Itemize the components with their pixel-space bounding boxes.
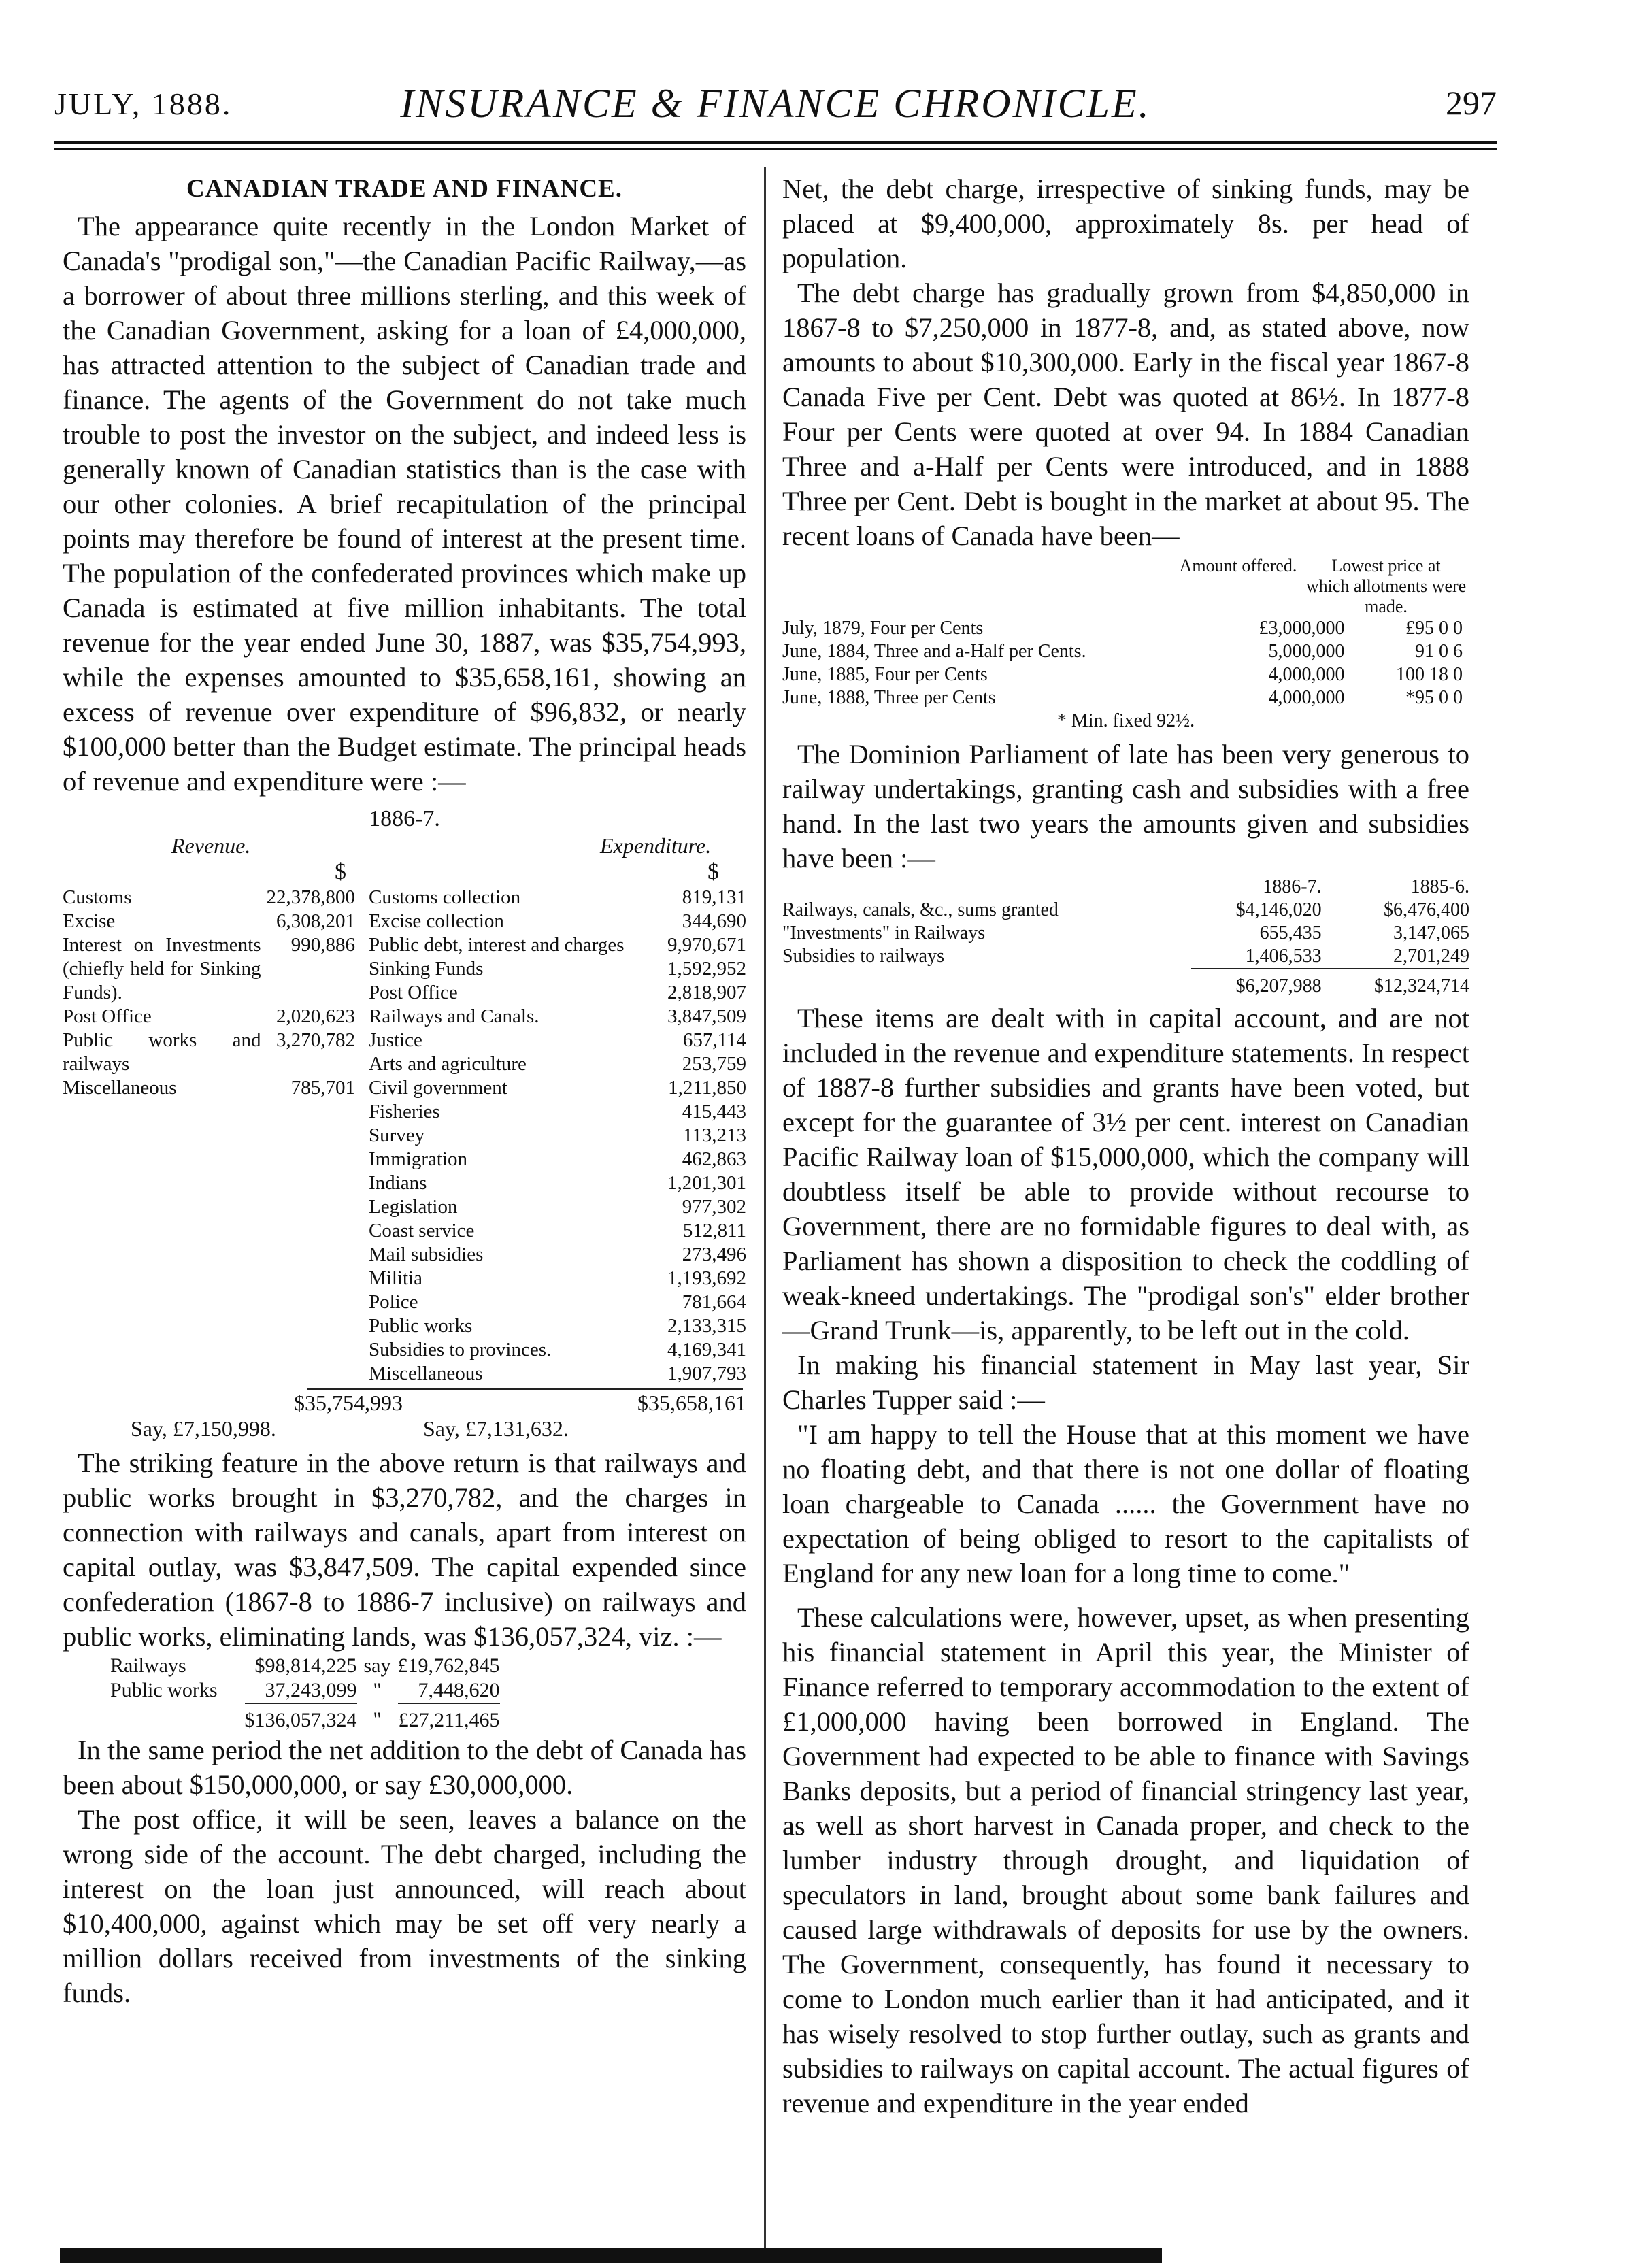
tupper-quote: "I am happy to tell the House that at this moment we have no floating debt, and that there is not one dollar of floating loan chargeable to Canada ...... the Government have no expectation of being obliged to resort to the capitalists of England for any new loan for a long time to come." [782, 1419, 1469, 1588]
subsidies-table [782, 875, 1469, 998]
intro-paragraph: The appearance quite recently in the London Market of Canada's "prodigal son,"—the Canadian Pacific Railway,—as a borrower of about three millions sterling, and this week of the Canadian Government, asking for a loan of £4,000,000, has attracted attention to the subject of Canadian trade and finance. The agents of the Government do not take much trouble to post the investor on the subject, and indeed less is generally known of Canadian statistics than is the case with our other colonies. A brief recapitulation of the principal points may therefore be found of interest at the present time. The population of the confederated provinces which make up Canada is estimated at five million inhabitants. The total revenue for the year ended June 30, 1887, was $35,754,993, while the expenses amounted to $35,658,161, showing an excess of revenue over expenditure of $96,832, or nearly $100,000 better than the Budget estimate. The principal heads of revenue and expenditure were :— [63, 211, 746, 797]
expenditure-row [369, 1076, 746, 1100]
expenditure-total: $35,658,161 [637, 1390, 746, 1415]
expenditure-label: Survey [369, 1124, 425, 1146]
expenditure-dollar: $ [707, 859, 719, 884]
page-header [54, 80, 1497, 135]
expenditure-value: 3,847,509 [667, 1005, 746, 1027]
revenue-label: Interest on Investments (chiefly held for Sinking Funds). [63, 934, 261, 1003]
dominion-paragraph: The Dominion Parliament of late has been very generous to railway undertakings, granting cash and subsidies with a free hand. In the last two years the amounts given and subsidies have been :— [782, 739, 1469, 873]
subsidies-label: "Investments" in Railways [782, 922, 986, 944]
expenditure-row [369, 886, 746, 910]
left-column [63, 171, 746, 2010]
expenditure-row [369, 1195, 746, 1219]
revenue-row [63, 1005, 355, 1029]
expenditure-value: 273,496 [682, 1244, 746, 1265]
revenue-value: 2,020,623 [276, 1005, 355, 1027]
expenditure-value: 657,114 [682, 1029, 746, 1051]
column-divider [764, 167, 766, 2255]
revenue-value: 785,701 [290, 1077, 355, 1099]
loans-table [782, 556, 1469, 733]
expenditure-label: Arts and agriculture [369, 1053, 527, 1075]
expenditure-value: 781,664 [682, 1291, 746, 1313]
capital-pounds: 7,448,620 [418, 1679, 500, 1701]
subsidies-1886: 655,435 [1259, 922, 1322, 944]
revenue-heading: Revenue. [171, 833, 251, 858]
expenditure-row [369, 1124, 746, 1148]
subsidies-row [782, 922, 1469, 945]
subsidies-1885: 2,701,249 [1393, 946, 1469, 967]
revenue-row [63, 933, 355, 1005]
expenditure-value: 1,193,692 [667, 1267, 746, 1289]
expenditure-row [369, 1100, 746, 1124]
expenditure-label: Public debt, interest and charges [369, 934, 625, 956]
expenditure-value: 1,211,850 [668, 1077, 746, 1099]
revenue-list [63, 886, 355, 1100]
subsidies-label: Railways, canals, &c., sums granted [782, 899, 1059, 920]
capital-pounds: £19,762,845 [397, 1654, 500, 1677]
expenditure-label: Excise collection [369, 910, 504, 932]
page-number: 297 [1446, 84, 1497, 122]
expenditure-label: Legislation [369, 1196, 458, 1218]
capital-dollars: 37,243,099 [265, 1679, 357, 1701]
loan-label: June, 1885, Four per Cents [782, 664, 988, 685]
subsidies-total-1886: $6,207,988 [1191, 969, 1328, 998]
capital-total-pounds: £27,211,465 [398, 1703, 500, 1733]
revenue-label: Excise [63, 910, 116, 932]
subsidies-label: Subsidies to railways [782, 946, 944, 967]
revenue-dollar: $ [335, 859, 346, 884]
debt-grown-paragraph: The debt charge has gradually grown from $4,850,000 in 1867-8 to $7,250,000 in 1877-8, and, as stated above, now amounts to about $10,300,000. Early in the fiscal year 1867-8 Canada Five per Cent. Debt was quoted at 86½. In 1877-8 Four per Cents were quoted at over 94. In 1884 Canadian Three and a-Half per Cents were introduced, and in 1888 Three per Cent. Debt is bought in the market at about 95. The recent loans of Canada have been— [782, 278, 1469, 551]
expenditure-label: Immigration [369, 1148, 467, 1170]
loan-row [782, 663, 1469, 686]
expenditure-row [369, 1290, 746, 1314]
revenue-value: 990,886 [290, 934, 355, 956]
revenue-total: $35,754,993 [294, 1390, 403, 1415]
expenditure-value: 1,201,301 [667, 1172, 746, 1194]
expenditure-value: 1,592,952 [667, 958, 746, 980]
revenue-say: Say, £7,150,998. [131, 1416, 276, 1441]
capital-row [110, 1678, 500, 1703]
expenditure-row [369, 933, 746, 957]
capital-total-dollars: $136,057,324 [245, 1703, 357, 1733]
expenditure-value: 977,302 [682, 1196, 746, 1218]
loan-amount: 4,000,000 [1268, 664, 1345, 685]
expenditure-row [369, 1338, 746, 1362]
revenue-label: Miscellaneous [63, 1077, 177, 1099]
subsidies-row [782, 945, 1469, 969]
subsidies-1885: $6,476,400 [1384, 899, 1469, 920]
expenditure-row [369, 1267, 746, 1290]
expenditure-value: 253,759 [682, 1053, 746, 1075]
subsidies-head-1886: 1886-7. [1263, 876, 1322, 897]
revenue-value: 6,308,201 [276, 910, 355, 932]
loans-note: * Min. fixed 92½. [1056, 710, 1195, 731]
expenditure-label: Post Office [369, 982, 458, 1003]
capital-say: say [363, 1654, 391, 1677]
revenue-expenditure-table [63, 805, 746, 1441]
capital-table [110, 1654, 500, 1733]
expenditure-value: 415,443 [682, 1101, 746, 1122]
subsidies-head-1885: 1885-6. [1410, 876, 1469, 897]
expenditure-label: Indians [369, 1172, 427, 1194]
striking-feature-paragraph: The striking feature in the above return is that railways and public works brought in $3,270,782, and the charges in connection with railways and canals, apart from interest on capital outlay, was $3,847,509. The capital expended since confederation (1867-8 to 1886-7 inclusive) on railways and public works, eliminating lands, was $136,057,324, viz. :— [63, 1448, 746, 1652]
expenditure-row [369, 957, 746, 981]
expenditure-value: 462,863 [682, 1148, 746, 1170]
expenditure-row [369, 1052, 746, 1076]
article-heading: CANADIAN TRADE AND FINANCE. [186, 175, 622, 203]
expenditure-label: Railways and Canals. [369, 1005, 539, 1027]
expenditure-row [369, 1243, 746, 1267]
expenditure-label: Police [369, 1291, 418, 1313]
revenue-label: Customs [63, 886, 132, 908]
expenditure-label: Mail subsidies [369, 1244, 484, 1265]
expenditure-value: 1,907,793 [667, 1363, 746, 1384]
expenditure-label: Militia [369, 1267, 422, 1289]
publication-title: INSURANCE & FINANCE CHRONICLE. [400, 81, 1151, 126]
revenue-row [63, 1076, 355, 1100]
capital-say: " [373, 1679, 382, 1701]
capital-dollars: $98,814,225 [254, 1654, 357, 1677]
scan-edge-bar [60, 2248, 1162, 2263]
issue-date: JULY, 1888. [54, 86, 233, 121]
post-office-paragraph: The post office, it will be seen, leaves a balance on the wrong side of the account. The debt charged, including the interest on the loan just announced, will reach about $10,400,000, against which may be set off very nearly a million dollars received from investments of the sinking funds. [63, 1804, 746, 2008]
net-debt-paragraph: Net, the debt charge, irrespective of sinking funds, may be placed at $9,400,000, approximately 8s. per head of population. [782, 173, 1469, 273]
loan-row [782, 640, 1469, 663]
expenditure-value: 512,811 [682, 1220, 746, 1241]
loan-row [782, 686, 1469, 710]
revenue-row [63, 1029, 355, 1076]
upset-paragraph: These calculations were, however, upset, as when presenting his financial statement in April this year, the Minister of Finance referred to temporary accommodation to the extent of £1,000,000 having been borrowed in England. The Government had expected to be able to finance with Savings Banks deposits, but a period of financial stringency last year, as well as short harvest in Canada proper, and check to the lumber industry through drought, and liquidation of speculators in land, brought about some bank failures and caused large withdrawals of deposits for use by the owners. The Government, consequently, has found it necessary to come to London much earlier than it had anticipated, and it has wisely resolved to stop further outlay, such as grants and subsidies to railways on capital account. The actual figures of revenue and expenditure in the year ended [782, 1602, 1469, 2118]
revenue-label: Post Office [63, 1005, 152, 1027]
subsidies-1886: 1,406,533 [1245, 946, 1322, 967]
loan-amount: 4,000,000 [1268, 687, 1345, 708]
loan-label: June, 1888, Three per Cents [782, 687, 996, 708]
expenditure-say: Say, £7,131,632. [423, 1416, 569, 1441]
loan-label: June, 1884, Three and a-Half per Cents. [782, 641, 1086, 662]
subsidies-total-row [782, 969, 1469, 998]
right-column [782, 171, 1469, 2120]
expenditure-row [369, 1171, 746, 1195]
expenditure-row [369, 1219, 746, 1243]
loan-amount: £3,000,000 [1259, 618, 1345, 639]
expenditure-row [369, 981, 746, 1005]
expenditure-heading: Expenditure. [600, 833, 712, 858]
table-year: 1886-7. [369, 806, 440, 831]
loan-price: £95 0 0 [1405, 618, 1463, 639]
revenue-value: 22,378,800 [266, 886, 355, 908]
header-rule-bottom [54, 148, 1497, 150]
loan-amount: 5,000,000 [1268, 641, 1345, 662]
expenditure-value: 344,690 [682, 910, 746, 932]
loans-price-heading: Lowest price at [1331, 556, 1441, 576]
expenditure-label: Miscellaneous [369, 1363, 483, 1384]
expenditure-row [369, 1005, 746, 1029]
loan-price: *95 0 0 [1405, 687, 1463, 708]
loan-row [782, 617, 1469, 640]
loan-label: July, 1879, Four per Cents [782, 618, 984, 639]
tupper-paragraph: In making his financial statement in May last year, Sir Charles Tupper said :— [782, 1350, 1469, 1415]
expenditure-row [369, 1029, 746, 1052]
loans-amount-heading: Amount offered. [1179, 556, 1297, 576]
expenditure-row [369, 910, 746, 933]
revenue-row [63, 910, 355, 933]
expenditure-value: 2,133,315 [667, 1315, 746, 1337]
items-paragraph: These items are dealt with in capital account, and are not included in the revenue and expenditure statements. In respect of 1887-8 further subsidies and grants have been voted, but except for the guarantee of 3½ per cent. interest on Canadian Pacific Railway loan of $15,000,000, which the company will doubtless itself be able to provide without recourse to Government, there are no formidable figures to deal with, as Parliament has shown a disposition to check the coddling of weak-kneed undertakings. The "prodigal son's" elder brother—Grand Trunk—is, apparently, to be left out in the cold. [782, 1003, 1469, 1346]
loan-price: 100 18 0 [1396, 664, 1463, 685]
loan-price: 91 0 6 [1415, 641, 1463, 662]
capital-total-row [110, 1703, 500, 1733]
expenditure-label: Subsidies to provinces. [369, 1339, 552, 1361]
same-period-paragraph: In the same period the net addition to the debt of Canada has been about $150,000,000, or say £30,000,000. [63, 1735, 746, 1800]
capital-label: Public works [110, 1679, 218, 1701]
expenditure-row [369, 1314, 746, 1338]
subsidies-1885: 3,147,065 [1393, 922, 1469, 944]
expenditure-row [369, 1362, 746, 1386]
header-rule-top [54, 141, 1497, 144]
expenditure-value: 113,213 [682, 1124, 746, 1146]
loans-which-heading: which allotments were made. [1305, 576, 1467, 616]
expenditure-label: Civil government [369, 1077, 507, 1099]
subsidies-total-1885: $12,324,714 [1329, 969, 1469, 998]
expenditure-list [369, 886, 746, 1386]
expenditure-label: Fisheries [369, 1101, 440, 1122]
revenue-value: 3,270,782 [276, 1029, 355, 1051]
expenditure-label: Coast service [369, 1220, 475, 1241]
subsidies-row [782, 899, 1469, 922]
expenditure-value: 819,131 [682, 886, 746, 908]
expenditure-value: 4,169,341 [667, 1339, 746, 1361]
expenditure-value: 2,818,907 [667, 982, 746, 1003]
revenue-label: Public works and railways [63, 1029, 261, 1075]
expenditure-value: 9,970,671 [667, 934, 746, 956]
capital-total-say: " [373, 1708, 382, 1731]
expenditure-label: Public works [369, 1315, 473, 1337]
expenditure-label: Sinking Funds [369, 958, 484, 980]
revenue-row [63, 886, 355, 910]
expenditure-row [369, 1148, 746, 1171]
expenditure-label: Justice [369, 1029, 422, 1051]
capital-label: Railways [110, 1654, 186, 1677]
subsidies-1886: $4,146,020 [1235, 899, 1322, 920]
expenditure-label: Customs collection [369, 886, 521, 908]
capital-row [110, 1654, 500, 1678]
